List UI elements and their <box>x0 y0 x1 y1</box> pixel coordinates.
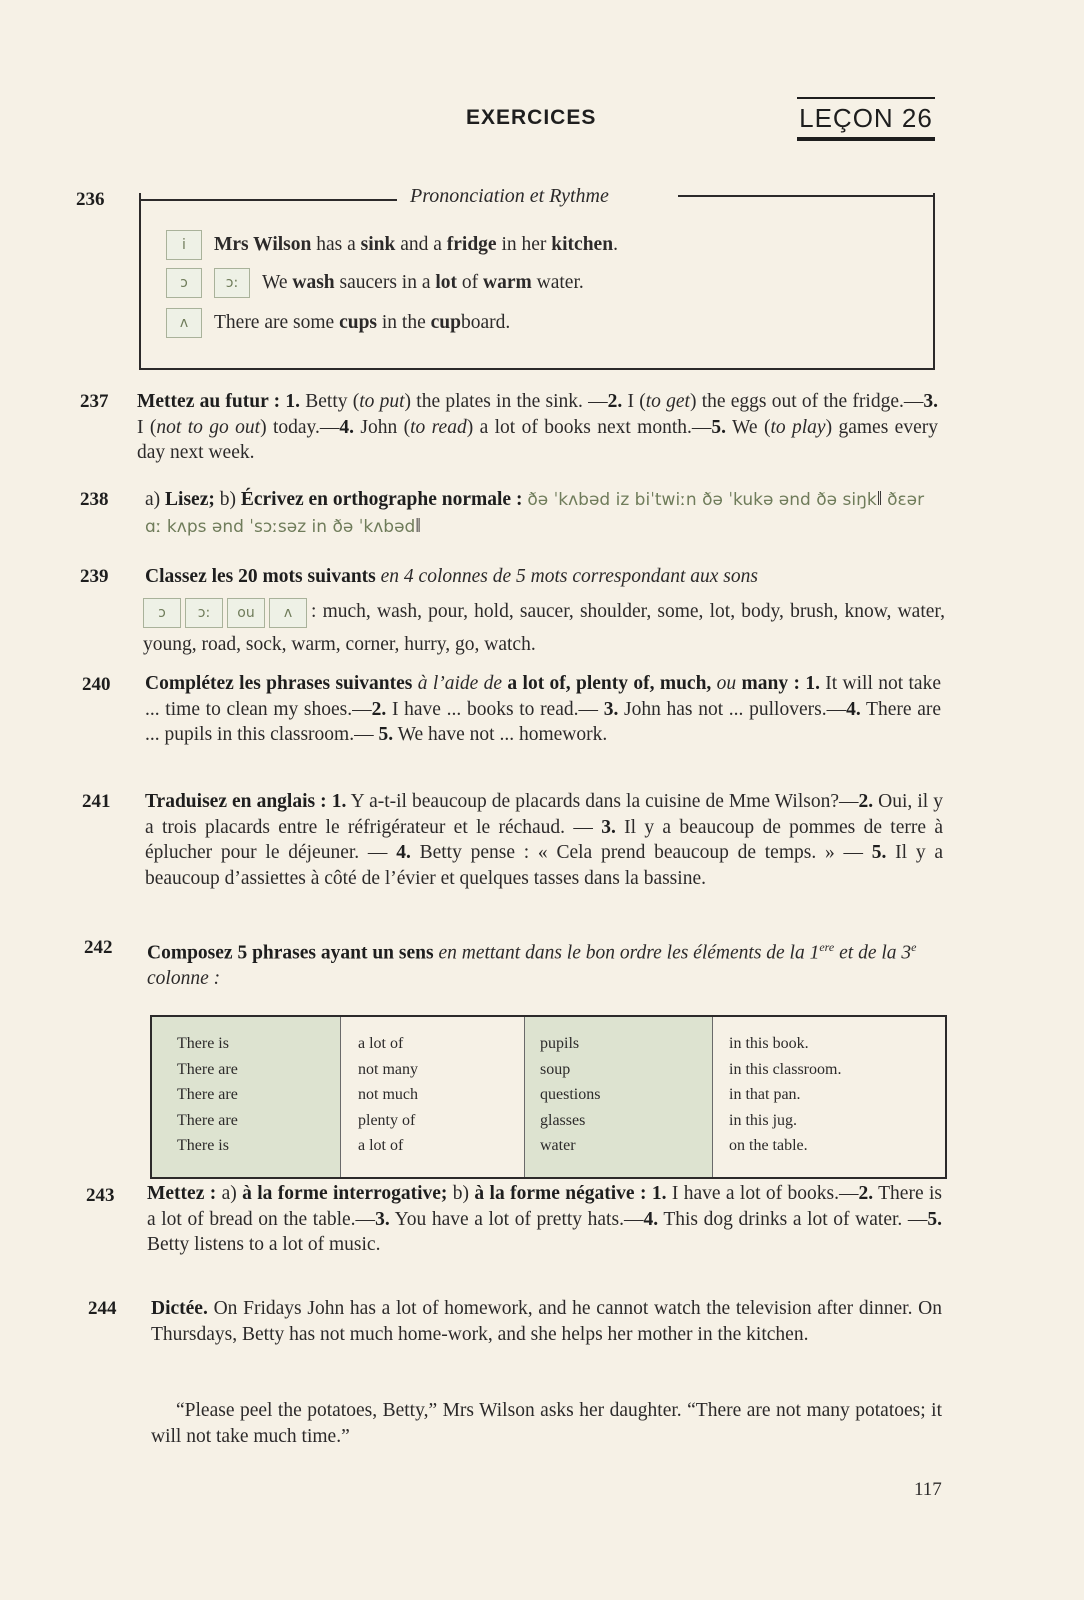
bold-text: 5. <box>711 416 727 438</box>
page-number: 117 <box>914 1479 942 1500</box>
text-run: Il y a beaucoup d’assiettes à côté de l’évier et quelques tasses dans la bassine. <box>145 842 943 889</box>
phoneme-box: ɔ <box>166 268 202 298</box>
text-run: and a <box>395 234 447 255</box>
exercise-text <box>147 935 943 992</box>
bold-text: Composez 5 phrases ayant un sens <box>147 942 434 964</box>
bold-text: kitchen <box>551 234 614 255</box>
text-run: Betty listens to a lot of music. <box>147 1234 381 1255</box>
bold-text: lot <box>435 272 458 293</box>
phoneme-box: ou <box>227 598 265 628</box>
lesson-label: LEÇON 26 <box>797 97 935 141</box>
table-cell: plenty of <box>358 1111 416 1129</box>
frame-top-rule <box>678 195 935 197</box>
dictation-paragraph: “Please peel the potatoes, Betty,” Mrs Wilson asks her daughter. “There are not many potatoes; it will not take much time.” <box>151 1400 942 1447</box>
text-run: b) <box>214 489 241 510</box>
pronunciation-sentence <box>214 312 510 333</box>
text-run: ‖ <box>415 515 421 537</box>
text-run: of <box>457 272 484 293</box>
bold-text: fridge <box>446 234 497 255</box>
italic-text: to play <box>770 416 826 438</box>
table-cell: in this book. <box>729 1035 809 1052</box>
italic-text: to get <box>645 391 690 412</box>
italic-text: à l’aide de <box>412 673 508 694</box>
table-cell: in this jug. <box>729 1111 798 1129</box>
phoneme-boxes <box>143 601 311 622</box>
bold-text: sink <box>360 234 396 255</box>
text-run: You have a lot of pretty hats.— <box>389 1208 644 1230</box>
text-run: ) games every day next week. <box>137 416 938 463</box>
text-run: board. <box>460 312 511 333</box>
pronunciation-row <box>166 268 584 298</box>
table-cell: There is <box>177 1137 229 1154</box>
bold-text: Complétez les phrases suivantes <box>145 673 413 694</box>
table-cell: in that pan. <box>729 1086 801 1103</box>
table-cell: in this classroom. <box>729 1060 842 1078</box>
pronunciation-sentence <box>214 234 618 255</box>
text-run: There are ... pupils in this classroom.— <box>145 698 941 745</box>
italic-text: en mettant dans le bon ordre les éléments de la 1 <box>433 942 820 964</box>
exercise-text <box>145 789 943 891</box>
exercise-text <box>147 1181 942 1258</box>
table-cell: There are <box>177 1086 238 1103</box>
exercise-text <box>137 389 938 466</box>
bold-text: warm <box>483 272 532 293</box>
pronunciation-sentence <box>262 272 584 293</box>
composition-table <box>150 1015 947 1179</box>
text-run: has a <box>311 234 361 255</box>
table-cell: not much <box>358 1086 418 1103</box>
text-run: ) a lot of books next month.— <box>466 416 712 438</box>
table-column-noun <box>524 1017 713 1177</box>
exercise-text <box>151 1296 942 1347</box>
table-cell: not many <box>358 1060 418 1078</box>
text-run: We <box>262 272 293 293</box>
table-cell: water <box>540 1137 576 1154</box>
italic-text: to put <box>359 391 405 412</box>
table-cell: on the table. <box>729 1137 808 1154</box>
bold-text: 1. <box>805 673 820 694</box>
bold-text: 2. <box>858 1183 874 1204</box>
text-run: It will not take ... time to clean my shoes.— <box>145 673 941 720</box>
bold-text: 4. <box>846 698 861 720</box>
italic-text: en 4 colonnes de 5 mots correspondant aux sons <box>375 566 758 587</box>
text-run: in her <box>496 234 552 255</box>
text-run: John ( <box>354 416 411 438</box>
bold-text: 4. <box>339 416 355 438</box>
bold-text: Dictée. <box>151 1298 208 1319</box>
text-run: Betty pense : « Cela prend beaucoup de temps. » — <box>410 842 872 863</box>
text-run: . <box>613 234 618 255</box>
exercise-number: 241 <box>82 791 111 812</box>
exercise-number: 242 <box>84 937 113 958</box>
bold-text: a lot of, plenty of, much, <box>507 673 712 694</box>
pronunciation-row <box>166 308 510 338</box>
bold-text: 5. <box>378 724 394 745</box>
phoneme-box: i <box>166 230 202 260</box>
italic-text: to read <box>410 416 467 438</box>
text-run: There are some <box>214 312 340 333</box>
exercise-text <box>145 671 941 748</box>
bold-text: 5. <box>927 1208 942 1230</box>
text-run: I ( <box>137 416 157 438</box>
text-run: Y a-t-il beaucoup de placards dans la cuisine de Mme Wilson?— <box>346 791 859 812</box>
superscript: ere <box>819 940 835 954</box>
table-cell: a lot of <box>358 1137 404 1154</box>
bold-text: many : <box>741 673 800 694</box>
text-run: in the <box>377 312 431 333</box>
table-cell: There are <box>177 1111 238 1129</box>
frame-title: Prononciation et Rythme <box>410 185 609 207</box>
table-column-place <box>712 1017 946 1177</box>
exercise-number: 238 <box>80 489 109 510</box>
bold-text: 3. <box>375 1208 390 1230</box>
pronunciation-row <box>166 230 618 260</box>
table-cell: soup <box>540 1060 571 1078</box>
italic-text: not to go out <box>156 416 261 438</box>
phonetic-text: ðə ˈkʌbəd iz biˈtwiːn ðə ˈkukə ənd ðə siŋk <box>527 490 877 510</box>
bold-text: Traduisez en anglais : 1. <box>145 791 347 812</box>
table-cell: pupils <box>540 1035 580 1052</box>
bold-text: 4. <box>643 1208 659 1230</box>
table-column-quantifier <box>340 1017 525 1177</box>
text-run: water. <box>531 272 584 293</box>
word-list-text: : much, wash, pour, hold, saucer, shoulder, some, lot, body, brush, know, water, young, road, sock, warm, corner, hurry, go, watch. <box>143 601 945 655</box>
text-run: ) today.— <box>260 416 340 438</box>
text-run: I have ... books to read.— <box>386 698 604 720</box>
text-run: I ( <box>622 391 646 412</box>
bold-text: Mettez : <box>147 1183 217 1204</box>
bold-text: 4. <box>396 842 411 863</box>
text-run: On Fridays John has a lot of homework, and he cannot watch the television after dinner. On Thursdays, Betty has not much home-work, and she helps her mother in the kitchen. <box>151 1298 942 1345</box>
bold-text: Classez les 20 mots suivants <box>145 566 376 587</box>
exercise-number: 237 <box>80 391 109 412</box>
phoneme-box: ʌ <box>269 598 307 628</box>
bold-text: 2. <box>371 698 387 720</box>
bold-text: 5. <box>871 842 887 863</box>
text-run: ‖ <box>876 489 888 510</box>
bold-text: 3. <box>603 698 619 720</box>
table-cell: glasses <box>540 1111 586 1129</box>
text-run: a) <box>145 489 166 510</box>
text-run: This dog drinks a lot of water. — <box>658 1208 928 1230</box>
bold-text: 2. <box>607 391 623 412</box>
text-run: John has not ... pullovers.— <box>618 698 847 720</box>
exercise-number: 244 <box>88 1298 117 1319</box>
bold-text: 3. <box>601 816 616 838</box>
phoneme-box: ɔ: <box>214 268 250 298</box>
text-run: I have a lot of books.— <box>666 1183 859 1204</box>
text-run: Il y a beaucoup de pommes de terre à éplucher pour le déjeuner. — <box>145 816 943 863</box>
text-run: There is a lot of bread on the table.— <box>147 1183 942 1230</box>
phoneme-box: ʌ <box>166 308 202 338</box>
phonetic-text: ðɛər ɑː kʌps ənd ˈsɔːsəz in ðə ˈkʌbəd <box>145 490 925 537</box>
text-run: We have not ... homework. <box>393 724 608 745</box>
text-run: saucers in a <box>334 272 436 293</box>
exercise-number: 236 <box>76 189 105 210</box>
bold-text: wash <box>292 272 335 293</box>
text-run: Oui, il y a trois placards entre le réfrigérateur et le réchaud. — <box>145 791 943 838</box>
table-cell: questions <box>540 1086 601 1103</box>
bold-text: Écrivez en orthographe normale : <box>240 489 523 510</box>
bold-text: à la forme négative : 1. <box>474 1183 667 1204</box>
bold-text: cup <box>430 312 461 333</box>
superscript: e <box>911 940 917 954</box>
bold-text: Mettez au futur : 1. <box>137 391 300 412</box>
italic-text: colonne : <box>147 968 221 989</box>
text-run: We ( <box>726 416 771 438</box>
bold-text: Lisez; <box>165 489 215 510</box>
phoneme-box: ɔ <box>143 598 181 628</box>
table-column-subject <box>152 1017 340 1177</box>
bold-text: 3. <box>923 391 938 412</box>
bold-text: cups <box>339 312 377 333</box>
section-title: EXERCICES <box>466 106 597 129</box>
text-run: Betty ( <box>300 391 360 412</box>
exercise-number: 239 <box>80 566 109 587</box>
frame-top-rule <box>139 199 397 201</box>
text-run: ) the plates in the sink. — <box>404 391 608 412</box>
italic-text: et de la 3 <box>834 942 912 964</box>
phoneme-box: ɔ: <box>185 598 223 628</box>
table-cell: There is <box>177 1035 229 1052</box>
exercise-number: 240 <box>82 674 111 695</box>
bold-text: 2. <box>858 791 874 812</box>
text-run: b) <box>447 1183 475 1204</box>
exercise-text <box>145 487 941 540</box>
text-run: a) <box>216 1183 243 1204</box>
table-cell: a lot of <box>358 1035 404 1052</box>
bold-text: Mrs Wilson <box>214 234 312 255</box>
word-list <box>143 595 945 661</box>
table-cell: There are <box>177 1060 238 1078</box>
exercise-number: 243 <box>86 1185 115 1206</box>
text-run: ) the eggs out of the fridge.— <box>689 391 924 412</box>
bold-text: à la forme interrogative; <box>242 1183 448 1204</box>
exercise-text <box>145 564 945 590</box>
italic-text: ou <box>711 673 742 694</box>
